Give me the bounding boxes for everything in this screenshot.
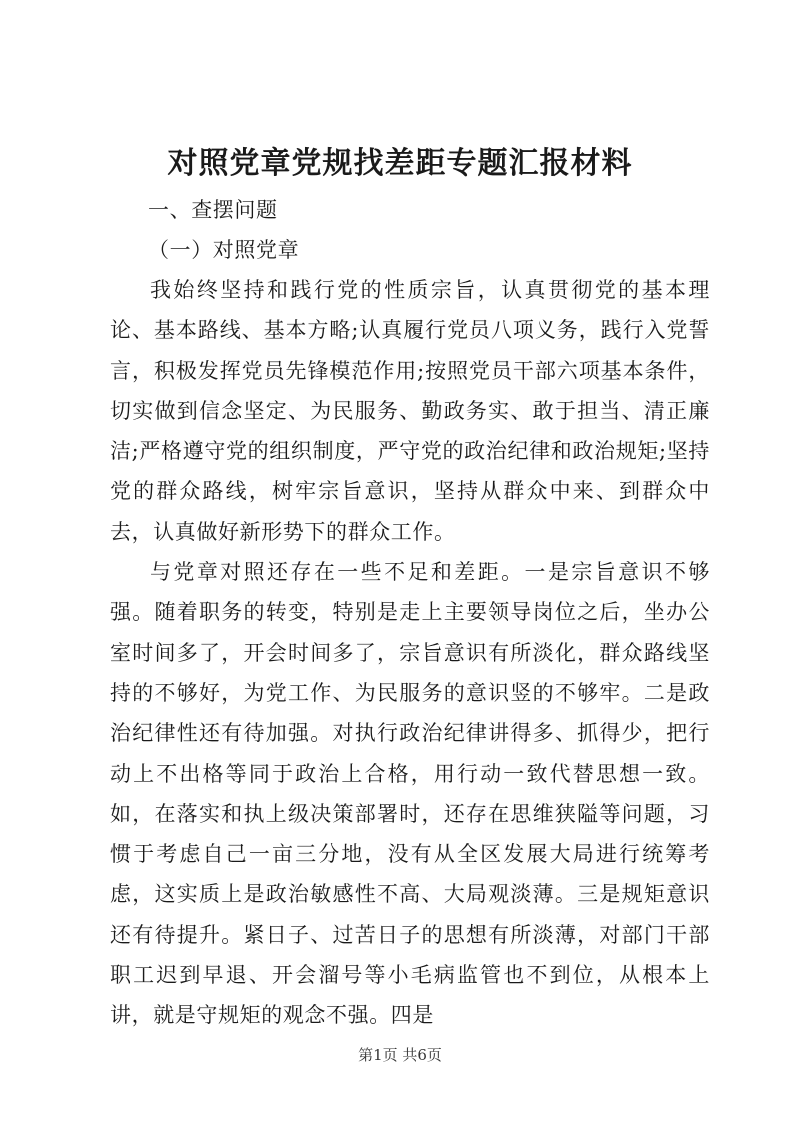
body-paragraph: 与党章对照还存在一些不足和差距。一是宗旨意识不够强。随着职务的转变，特别是走上主要领导岗位之后，坐办公室时间多了，开会时间多了，宗旨意识有所淡化，群众路线坚持的不够好，为党工作、为民服务的意识竖的不够牢。二是政治纪律性还有待加强。对执行政治纪律讲得多、抓得少，把行动上不出格等同于政治上合格，用行动一致代替思想一致。如，在落实和执上级决策部署时，还存在思维狭隘等问题，习惯于考虑自己一亩三分地，没有从全区发展大局进行统筹考虑，这实质上是政治敏感性不高、大局观淡薄。三是规矩意识还有待提升。紧日子、过苦日子的思想有所淡薄，对部门干部职工迟到早退、开会溜号等小毛病监管也不到位，从根本上讲，就是守规矩的观念不强。四是: [110, 560, 710, 1028]
body-paragraph: 我始终坚持和践行党的性质宗旨，认真贯彻党的基本理论、基本路线、基本方略;认真履行党员八项义务，践行入党誓言，积极发挥党员先锋模范作用;按照党员干部六项基本条件，切实做到信念坚定、为民服务、勤政务实、敢于担当、清正廉洁;严格遵守党的组织制度，严守党的政治纪律和政治规矩;坚持党的群众路线，树牢宗旨意识，坚持从群众中来、到群众中去，认真做好新形势下的群众工作。: [110, 278, 710, 544]
page-footer: 第1页 共6页: [358, 1046, 442, 1064]
section-heading: 一、查摆问题: [148, 198, 278, 222]
subsection-heading: （一）对照党章: [148, 238, 300, 262]
document-title: 对照党章党规找差距专题汇报材料: [167, 146, 633, 181]
document-body: [110, 190, 710, 1036]
